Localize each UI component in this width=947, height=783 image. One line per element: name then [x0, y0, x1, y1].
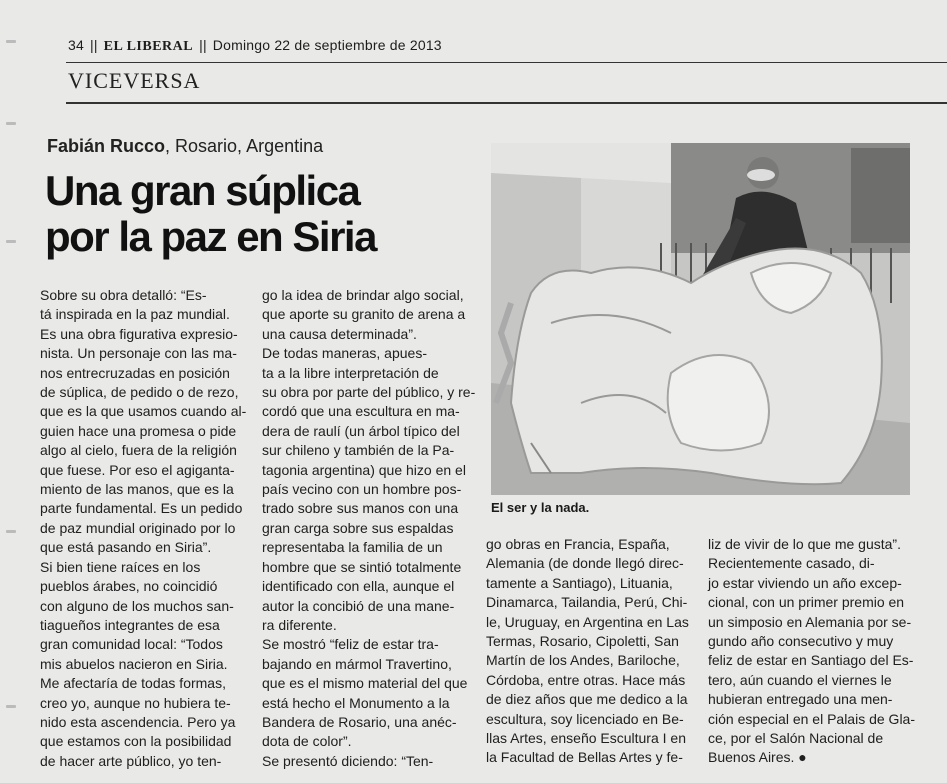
article-line: Termas, Rosario, Cipoletti, San: [486, 633, 679, 650]
article-line: mis abuelos nacieron en Siria.: [40, 655, 228, 672]
article-line: feliz de estar en Santiago del Es-: [708, 652, 914, 669]
article-line: nido esta ascendencia. Pero ya: [40, 713, 236, 730]
article-line: identificado con ella, aunque el: [262, 578, 455, 595]
article-column-1: [40, 286, 248, 771]
article-line: miento de las manos, que es la: [40, 481, 234, 498]
article-line: ción especial en el Palais de Gla-: [708, 710, 916, 727]
article-line: hubieran entregado una men-: [708, 691, 893, 708]
article-line: ra diferente.: [262, 616, 337, 633]
article-line: Buenos Aires. ●: [708, 749, 807, 766]
article-line: Se presentó diciendo: “Ten-: [262, 752, 434, 769]
article-line: gundo año consecutivo y muy: [708, 633, 894, 650]
article-line: una causa determinada”.: [262, 325, 417, 342]
article-line: Alemania (de donde llegó direc-: [486, 555, 684, 572]
article-line: tero, aún cuando el viernes le: [708, 671, 892, 688]
page-number: 34: [68, 37, 84, 53]
article-line: Sobre su obra detalló: “Es-: [40, 287, 207, 303]
article-line: llas Artes, enseño Escultura I en: [486, 730, 686, 747]
article-line: De todas maneras, apues-: [262, 345, 427, 362]
article-line: go la idea de brindar algo social,: [262, 287, 464, 303]
article-line: país vecino con un hombre pos-: [262, 481, 462, 498]
article-line: que fuese. Por eso el agiganta-: [40, 461, 235, 478]
article-line: parte fundamental. Es un pedido: [40, 500, 243, 517]
article-line: escultura, soy licenciado en Be-: [486, 710, 684, 727]
article-line: le, Uruguay, en Argentina en Las: [486, 613, 689, 630]
article-line: de paz mundial originado por lo: [40, 519, 236, 536]
article-line: ce, por el Salón Nacional de: [708, 730, 884, 747]
article-line: Si bien tiene raíces en los: [40, 558, 201, 575]
article-line: con alguno de los muchos san-: [40, 597, 234, 614]
article-line: tamente a Santiago), Lituania,: [486, 574, 673, 591]
article-line: cordó que una escultura en ma-: [262, 403, 460, 420]
article-line: que estamos con la posibilidad: [40, 733, 232, 750]
article-line: bajando en mármol Travertino,: [262, 655, 452, 672]
article-line: tá inspirada en la paz mundial.: [40, 306, 230, 323]
article-line: sur chileno y también de la Pa-: [262, 442, 455, 459]
sculpture-photo-drawing: [491, 143, 910, 495]
article-line: que es la que usamos cuando al-: [40, 403, 247, 420]
article-line: Dinamarca, Tailandia, Perú, Chi-: [486, 594, 688, 611]
article-line: de hacer arte público, yo ten-: [40, 752, 222, 769]
issue-date: Domingo 22 de septiembre de 2013: [212, 37, 442, 53]
article-line: Bandera de Rosario, una anéc-: [262, 713, 457, 730]
article-line: algo al cielo, fuera de la religión: [40, 442, 237, 459]
article-line: tiagueños integrantes de esa: [40, 616, 220, 633]
photo-caption: El ser y la nada.: [491, 500, 590, 515]
article-line: go obras en Francia, España,: [486, 536, 670, 552]
article-line: su obra por parte del público, y re-: [262, 384, 476, 401]
article-line: hombre que se sintió totalmente: [262, 558, 462, 575]
article-line: de súplica, de pedido o de rezo,: [40, 384, 239, 401]
article-line: gran carga sobre sus espaldas: [262, 519, 454, 536]
article-line: trado sobre sus manos con una: [262, 500, 459, 517]
article-line: dera de raulí (un árbol típico del: [262, 422, 460, 439]
article-line: un simposio en Alemania por se-: [708, 613, 912, 630]
article-line: gran comunidad local: “Todos: [40, 636, 223, 653]
article-line: representaba la familia de un: [262, 539, 443, 556]
article-line: Martín de los Andes, Bariloche,: [486, 652, 680, 669]
article-line: cional, con un primer premio en: [708, 594, 905, 611]
article-line: autor la concibió de una mane-: [262, 597, 455, 614]
article-line: guien hace una promesa o pide: [40, 422, 237, 439]
article-line: Córdoba, entre otras. Hace más: [486, 671, 686, 688]
article-line: jo estar viviendo un año excep-: [708, 574, 902, 591]
header-rule: [66, 62, 947, 63]
article-line: que está pasando en Siria”.: [40, 539, 212, 556]
article-line: de diez años que me dedico a la: [486, 691, 688, 708]
author-location: , Rosario, Argentina: [165, 136, 324, 156]
article-line: creo yo, aunque no hubiera te-: [40, 694, 231, 711]
byline: [47, 136, 323, 157]
article-line: Se mostró “feliz de estar tra-: [262, 636, 439, 653]
article-line: la Facultad de Bellas Artes y fe-: [486, 749, 683, 766]
article-line: ta a la libre interpretación de: [262, 364, 439, 381]
newspaper-name: EL LIBERAL: [103, 39, 194, 54]
article-line: tagonia argentina) que hizo en el: [262, 461, 466, 478]
section-title: VICEVERSA: [68, 68, 201, 93]
section-rule: [66, 102, 947, 104]
page-header: 34 || EL LIBERAL || Domingo 22 de septiembre de 2013: [68, 37, 442, 54]
article-line: dota de color”.: [262, 733, 352, 750]
headline-line-2: por la paz en Siria: [45, 213, 376, 260]
article-column-2: [262, 286, 476, 771]
article-line: está hecho el Monumento a la: [262, 694, 450, 711]
article-column-3: [486, 535, 691, 768]
article-line: pueblos árabes, no coincidió: [40, 578, 218, 595]
article-column-4: [708, 535, 916, 768]
article-line: nista. Un personaje con las ma-: [40, 345, 237, 362]
article-line: que aporte su granito de arena a: [262, 306, 466, 323]
article-line: liz de vivir de lo que me gusta”.: [708, 536, 901, 552]
article-line: Me afectaría de todas formas,: [40, 675, 226, 692]
headline-line-1: Una gran súplica: [45, 167, 360, 214]
author-name: Fabián Rucco: [47, 136, 166, 156]
sculpture-photo: [491, 143, 910, 495]
article-line: Recientemente casado, di-: [708, 555, 875, 572]
article-line: nos entrecruzadas en posición: [40, 364, 230, 381]
article-line: Es una obra figurativa expresio-: [40, 325, 238, 342]
headline: [45, 168, 475, 260]
article-line: que es el mismo material del que: [262, 675, 468, 692]
